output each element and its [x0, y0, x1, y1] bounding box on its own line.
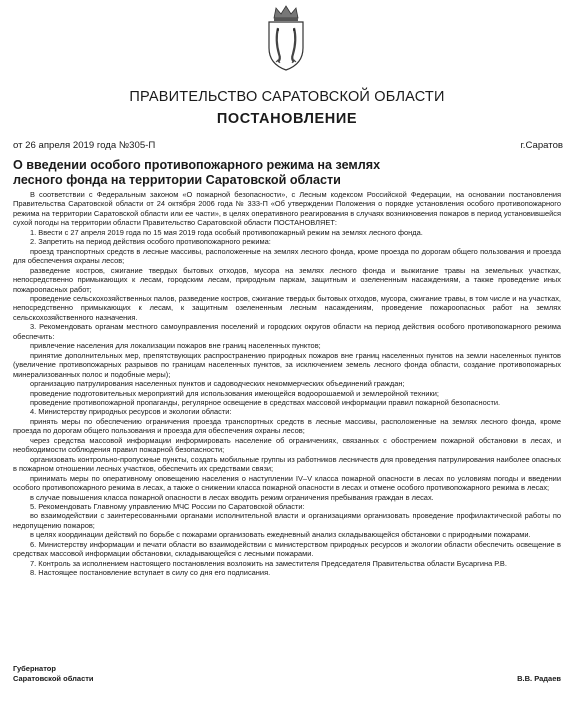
paragraph: 7. Контроль за исполнением настоящего постановления возложить на заместителя Председателя Правительства области Бусаргина Р.В.: [30, 558, 507, 568]
signatory-name: В.В. Радаев: [517, 674, 561, 683]
paragraph: в целях координации действий по борьбе с пожарами организовать ежедневный анализ складывающейся обстановки с природными пожарами.: [30, 530, 531, 540]
signature-block: [13, 664, 561, 684]
title-line: лесного фонда на территории Саратовской области: [13, 172, 341, 187]
paragraph: 2. Запретить на период действия особого противопожарного режима:: [30, 237, 271, 247]
title-line: О введении особого противопожарного режима на землях: [13, 158, 381, 172]
paragraph: организовать контрольно-пропускные пункты, создать мобильные группы из работников лесничеств для проведения патрулирования наиболее опасных в пожарном отношении лесных участков, обеспечить их средствами связи;: [13, 454, 561, 474]
date-line: [13, 140, 563, 152]
signatory-title: Губернатор: [13, 664, 56, 673]
paragraph: в случае повышения класса пожарной опасности в лесах вводить режим ограничения пребывания граждан в лесах.: [30, 492, 434, 502]
paragraph: 5. Рекомендовать Главному управлению МЧС России по Саратовской области:: [30, 501, 305, 511]
city: г.Саратов: [520, 140, 563, 151]
paragraph: проведение подготовительных мероприятий для использования имеющейся водоорошаемой и землеройной техники;: [30, 388, 439, 398]
paragraph: организацию патрулирования населенных пунктов и садоводческих некоммерческих объединений граждан;: [30, 379, 405, 389]
document-type: ПОСТАНОВЛЕНИЕ: [216, 111, 358, 127]
paragraph: через средства массовой информации информировать население об ограничениях, связанных с обострением пожарной обстановки в лесах, и необходимости соблюдения правил пожарной безопасности;: [13, 435, 561, 455]
paragraph: 4. Министерству природных ресурсов и экологии области:: [30, 407, 232, 417]
coat-of-arms-icon: [266, 4, 306, 72]
paragraph: проезд транспортных средств в лесные массивы, расположенные на землях лесного фонда, кроме проезда по дорогам общего пользования и проезда для обеспечения охраны лесов;: [13, 246, 561, 266]
paragraph: 3. Рекомендовать органам местного самоуправления поселений и городских округов области на период действия особого противопожарного режима обеспечить:: [13, 322, 561, 341]
paragraph: привлечение населения для локализации пожаров вне границ населенных пунктов;: [30, 341, 321, 351]
paragraph: разведение костров, сжигание твердых бытовых отходов, мусора на землях лесного фонда и выжигание травы на земельных участках, непосредственно примыкающих к лесам, городским лесам, природным паркам, защитным и озелененным насаждениям, а также проведение иных пожароопасных работ;: [13, 265, 561, 294]
paragraph: проведение сельскохозяйственных палов, разведение костров, сжигание твердых бытовых отходов, мусора, сжигание травы, в том числе и на участках, непосредственно примыкающих к лесам, к защитным озелененным лесным насаждениям, проведение пожароопасных работ на землях сельскохозяйственного назначения.: [13, 293, 561, 322]
paragraph: 6. Министерству информации и печати области во взаимодействии с министерством природных ресурсов и экологии области обеспечить освещение в средствах массовой информации обстановки, складывающейся с лесными пожарами.: [13, 539, 561, 559]
paragraph: 1. Ввести с 27 апреля 2019 года по 15 мая 2019 года особый противопожарный режим на землях лесного фонда.: [30, 227, 423, 237]
date-and-number: от 26 апреля 2019 года №305-П: [13, 140, 156, 151]
paragraph: проведение противопожарной пропаганды, регулярное освещение в средствах массовой информации правил пожарной безопасности.: [30, 397, 501, 407]
paragraph: 8. Настоящее постановление вступает в силу со дня его подписания.: [30, 568, 271, 578]
paragraph: во взаимодействии с заинтересованными органами исполнительной власти и организациями организовать проведение профилактической работы по недопущению пожаров;: [13, 511, 561, 530]
paragraph: принятие дополнительных мер, препятствующих распространению природных пожаров вне границ населенных пунктов на земли населенных пунктов (увеличение противопожарных разрывов по границам населенных пунктов, за исключением земель лесного фонда области, создание противопожарных минерализованных полос и подобные меры);: [13, 350, 561, 379]
decree-body: [13, 190, 561, 578]
signatory-region: Саратовской области: [13, 674, 94, 683]
government-name: ПРАВИТЕЛЬСТВО САРАТОВСКОЙ ОБЛАСТИ: [129, 89, 445, 105]
paragraph: В соответствии с Федеральным законом «О пожарной безопасности», с Лесным кодексом Российской Федерации, на основании постановления Правительства Саратовской области от 24 октября 2006 года № 333-П «Об утверждении Положения о порядке установления особого противопожарного режима на территории Саратовской области или ее части», в целях оперативного реагирования в случаях возникновения пожаров в период установившейся сухой погоды на территории области Правительство Саратовской области ПОСТАНОВЛЯЕТ:: [13, 190, 561, 228]
paragraph: принимать меры по оперативному оповещению населения о наступлении IV–V класса пожарной опасности в лесах по условиям погоды и введении особого противопожарного режима в лесах, а также о снижении класса пожарной опасности в лесах и отмене особого противопожарного режима в лесах;: [13, 473, 561, 493]
paragraph: принять меры по обеспечению ограничения проезда транспортных средств в лесные массивы, расположенные на землях лесного фонда, кроме проезда по дорогам общего пользования и проезда для обеспечения охраны лесов;: [13, 416, 561, 436]
decree-title: [13, 158, 433, 187]
